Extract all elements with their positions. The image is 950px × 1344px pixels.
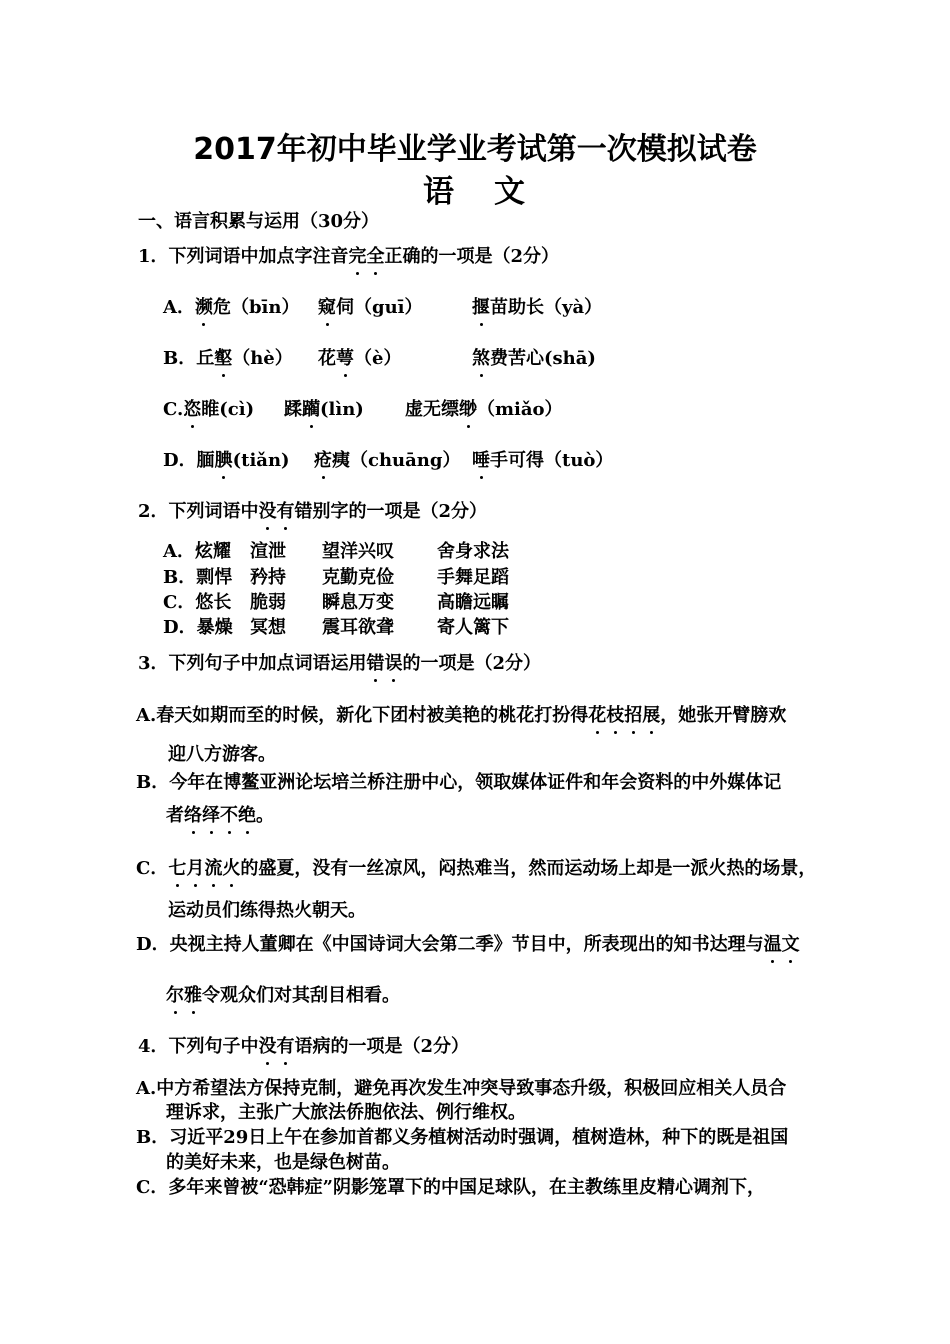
text-span: 虚无缥 [405,399,459,420]
text-span: 温 [763,934,782,955]
text-span: 恣 [183,399,202,420]
text-span: 蹂 [284,399,302,420]
q4-option-a-line1: A.中方希望法方保持克制，避免再次发生冲突导致事态升级，积极回应相关人员合 [136,1078,787,1099]
text-span: 有 [276,1036,295,1057]
q1-stem [138,246,559,268]
q1-option-d [163,450,290,472]
text-span: 躏 [302,399,320,420]
q2-row-a-3: 望洋兴叹 [322,541,394,562]
text-span: 语病的一项是（2分） [294,1036,470,1057]
text-span: 缈 [459,399,477,420]
exam-title: 2017年初中毕业学业考试第一次模拟试卷 [193,132,757,167]
text-span: D．央视主持人董卿在《中国诗词大会第二季》节目中，所表现出的知书达理与 [136,934,764,955]
q1-option-c [163,399,254,421]
text-span: 尔 [166,985,184,1006]
text-span: 语 [423,174,456,210]
text-span: A.春天如期而至的时候，新化下团村被美艳的桃花打扮得 [136,705,589,726]
text-span: 揠 [472,297,490,318]
text-span: （miǎo） [477,399,563,420]
text-span: 腼 [196,450,215,471]
text-span: 花 [588,705,607,726]
q2-row-d-3: 震耳欲聋 [322,617,394,638]
q1-option-b-word2 [318,348,401,370]
q4-option-c-line1: C．多年来曾被“恐韩症”阴影笼罩下的中国足球队，在主教练里皮精心调剂下， [136,1177,766,1198]
text-span: 睢(cì) [201,399,255,420]
text-span: 者 [166,805,184,826]
q2-row-a-4: 舍身求法 [437,541,509,562]
text-span: ，她张开臂膀欢 [660,705,787,726]
text-span: 疮 [314,450,332,471]
text-span: 壑 [214,348,233,369]
q2-row-d-1: D．暴燥 [163,617,233,638]
q2-stem [138,501,487,523]
q2-row-c-3: 瞬息万变 [322,592,394,613]
text-span: 痍（chuāng） [332,450,461,471]
q3-option-c-line2: 运动员们练得热火朝天。 [168,900,366,921]
q1-option-b-word3 [472,348,596,370]
text-span: 七 [168,858,187,879]
text-span: 腆 [214,450,233,471]
text-span: （hè） [232,348,293,369]
q3-option-b-line2 [166,805,274,827]
q2-row-b-4: 手舞足蹈 [437,567,509,588]
text-span: 绎 [202,805,220,826]
q3-option-c-line1 [136,858,816,880]
text-span: 3．下列句子中加点词语运用 [138,653,367,674]
text-span: 全 [366,246,385,267]
text-span: 不 [220,805,238,826]
text-span: 花 [318,348,336,369]
text-span: 络 [184,805,202,826]
text-span: 危（bīn） [212,297,300,318]
q2-row-c-2: 脆弱 [250,592,286,613]
text-span: 招 [624,705,643,726]
text-span: (tiǎn) [232,450,290,471]
text-span: C. [163,399,184,420]
q4-option-b-line1: B．习近平29日上午在参加首都义务植树活动时强调，植树造林，种下的既是祖国 [136,1127,789,1148]
q2-row-b-2: 矜持 [250,567,286,588]
text-span: 1．下列词语中加点字注音 [138,246,349,267]
q1-option-c-word3 [405,399,563,421]
text-span: 火 [222,858,241,879]
text-span: 绝 [238,805,256,826]
q3-option-d-line2 [166,985,400,1007]
text-span: （è） [354,348,402,369]
q2-row-c-1: C．悠长 [163,592,232,613]
section1-heading: 一、语言积累与运用（30分） [138,211,380,232]
text-span: D． [163,450,197,471]
text-span: 苗助长（yà） [490,297,603,318]
text-span: 手可得（tuò） [490,450,614,471]
q1-option-a-word3 [472,297,602,319]
q1-option-a-word2 [318,297,423,319]
q4-stem [138,1036,469,1058]
q2-row-b-3: 克勤克俭 [322,567,394,588]
text-span: 雅 [184,985,202,1006]
q3-stem [138,653,541,675]
q1-option-c-word2 [284,399,364,421]
text-span: 流 [204,858,223,879]
q2-row-d-2: 冥想 [250,617,286,638]
text-span: 的一项是（2分） [402,653,542,674]
exam-subject [0,166,950,211]
q4-option-a-line2: 理诉求，主张广大旅法侨胞依法、例行维权。 [166,1102,526,1123]
text-span: 错 [366,653,385,674]
q1-option-d-word2 [314,450,460,472]
text-span: 有 [276,501,295,522]
text-span: 完 [348,246,367,267]
q1-option-b [163,348,293,370]
text-span: 濒 [194,297,213,318]
q3-option-a-line1 [136,705,786,727]
text-span: 窥 [318,297,336,318]
q2-row-a-2: 渲泄 [250,541,286,562]
text-span: 唾 [472,450,490,471]
text-span: 令观众们对其刮目相看。 [202,985,400,1006]
q2-row-b-1: B．剽悍 [163,567,233,588]
text-span: 月 [186,858,205,879]
text-span: 2．下列词语中 [138,501,259,522]
text-span: 煞 [472,348,490,369]
text-span: 萼 [336,348,354,369]
text-span: 的盛夏，没有一丝凉风，闷热难当，然而运动场上却是一派火热的场景， [240,858,817,879]
text-span: 文 [494,174,527,210]
text-span: 没 [258,1036,277,1057]
text-span: 错别字的一项是（2分） [294,501,488,522]
q2-row-a-1: A．炫耀 [163,541,231,562]
text-span: 文 [781,934,800,955]
text-span: 正确的一项是（2分） [384,246,560,267]
text-span: 。 [256,805,274,826]
text-span: 丘 [196,348,215,369]
text-span: 费苦心(shā) [490,348,596,369]
text-span: 没 [258,501,277,522]
q1-option-d-word3 [472,450,613,472]
text-span: 伺（guī） [336,297,423,318]
q4-option-b-line2: 的美好未来，也是绿色树苗。 [166,1152,400,1173]
q3-option-b-line1: B．今年在博鳌亚洲论坛培兰桥注册中心，领取媒体证件和年会资料的中外媒体记 [136,772,782,793]
q3-option-d-line1 [136,934,800,956]
text-span: 枝 [606,705,625,726]
text-span: 展 [642,705,661,726]
text-span: B． [163,348,197,369]
text-span: 误 [384,653,403,674]
q2-row-d-4: 寄人篱下 [437,617,509,638]
q3-option-a-line2: 迎八方游客。 [168,744,276,765]
text-span: A． [163,297,195,318]
q1-option-a [163,297,299,319]
text-span: C． [136,858,169,879]
text-span: (lìn) [320,399,364,420]
text-span: 4．下列句子中 [138,1036,259,1057]
q2-row-c-4: 高瞻远瞩 [437,592,509,613]
